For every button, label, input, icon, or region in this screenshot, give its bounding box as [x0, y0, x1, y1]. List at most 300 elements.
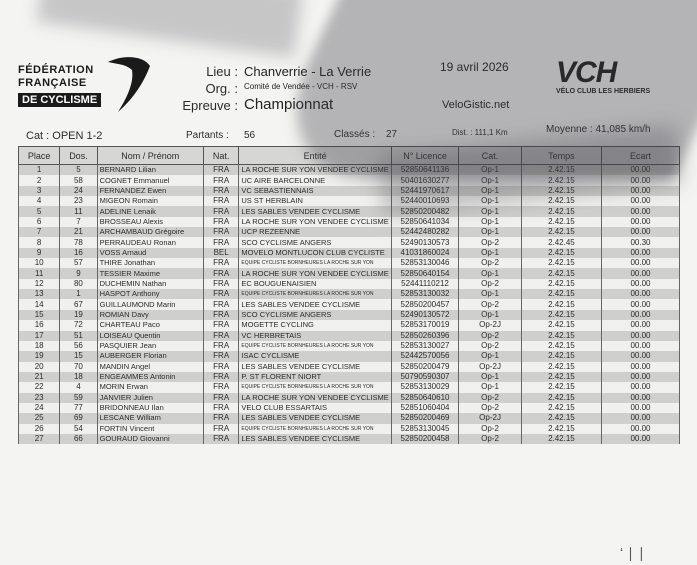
entity-cell: VC SEBASTIENNAIS: [239, 186, 391, 196]
nat-cell: FRA: [203, 310, 238, 320]
partants-label: Partants :: [186, 130, 229, 141]
name-cell: PERRAUDEAU Ronan: [97, 237, 203, 247]
nat-cell: FRA: [203, 393, 238, 403]
classes-label: Classés :: [334, 129, 376, 140]
table-row: [19, 403, 680, 413]
category: Cat : OPEN 1-2: [26, 130, 103, 142]
entity-cell: US ST HERBLAIN: [239, 196, 391, 206]
nat-cell: FRA: [203, 165, 238, 176]
licence-cell: 41031860024: [391, 248, 458, 258]
race-date: 19 avril 2026: [440, 60, 509, 74]
place-cell: 1: [19, 165, 60, 176]
federation-swoosh-icon: [104, 52, 152, 114]
gap-cell: 00.00: [601, 165, 679, 176]
gap-cell: 00.30: [601, 237, 679, 247]
entity-cell: LES SABLES VENDEE CYCLISME: [239, 413, 391, 423]
time-cell: 2.42.15: [521, 382, 601, 392]
table-row: [19, 341, 680, 351]
place-cell: 10: [19, 258, 60, 268]
entity-cell: LES SABLES VENDEE CYCLISME: [239, 206, 391, 216]
bib-cell: 57: [60, 258, 97, 268]
name-cell: GUILLAUMOND Marin: [97, 299, 203, 309]
name-cell: PASQUIER Jean: [97, 341, 203, 351]
bib-cell: 78: [60, 237, 97, 247]
time-cell: 2.42.15: [521, 258, 601, 268]
entity-cell: LA ROCHE SUR YON VENDEE CYCLISME: [239, 393, 391, 403]
name-cell: BROSSEAU Alexis: [97, 217, 203, 227]
place-cell: 18: [19, 341, 60, 351]
place-cell: 5: [19, 206, 60, 216]
entity-cell: LES SABLES VENDEE CYCLISME: [239, 434, 391, 444]
classes-value: 27: [386, 129, 398, 140]
nat-cell: BEL: [203, 248, 238, 258]
handwriting-mark: ʻ ∣ ∣: [620, 545, 645, 561]
cat-cell: Op-2J: [459, 320, 522, 330]
table-row: [19, 217, 680, 227]
gap-cell: 00.00: [601, 217, 679, 227]
bib-cell: 56: [60, 341, 97, 351]
licence-cell: 52850200458: [391, 434, 458, 444]
nat-cell: FRA: [203, 268, 238, 278]
column-header: N° Licence: [391, 147, 458, 165]
bib-cell: 24: [60, 186, 97, 196]
table-row: [19, 434, 680, 444]
table-row: [19, 196, 680, 206]
time-cell: 2.42.15: [521, 413, 601, 423]
cat-cell: Op-1: [459, 165, 522, 176]
licence-cell: 52850640610: [391, 393, 458, 403]
time-cell: 2.42.15: [521, 299, 601, 309]
nat-cell: FRA: [203, 403, 238, 413]
name-cell: ROMIAN Davy: [97, 310, 203, 320]
cat-cell: Op-1: [459, 351, 522, 361]
licence-cell: 52851060404: [391, 403, 458, 413]
gap-cell: 00.00: [601, 310, 679, 320]
gap-cell: 00.00: [601, 341, 679, 351]
gap-cell: 00.00: [601, 206, 679, 216]
bib-cell: 7: [60, 217, 97, 227]
gap-cell: 00.00: [601, 413, 679, 423]
bib-cell: 58: [60, 175, 97, 185]
cat-cell: Op-2J: [459, 362, 522, 372]
name-cell: MANDIN Angel: [97, 362, 203, 372]
entity-cell: LES SABLES VENDEE CYCLISME: [239, 362, 391, 372]
lieu-label: Lieu :: [206, 64, 238, 79]
licence-cell: 52442480282: [391, 227, 458, 237]
partants-value: 56: [244, 130, 256, 141]
entity-cell: EQUIPE CYCLISTE BORNHEURES LA ROCHE SUR YON: [239, 424, 391, 434]
name-cell: BRIDONNEAU Ilan: [97, 403, 203, 413]
licence-cell: 52850200469: [391, 413, 458, 423]
place-cell: 8: [19, 237, 60, 247]
cat-cell: Op-2: [459, 393, 522, 403]
table-row: [19, 382, 680, 392]
federation-logo: [18, 64, 153, 116]
time-cell: 2.42.15: [521, 268, 601, 278]
cat-cell: Op-1: [459, 248, 522, 258]
licence-cell: 52441970617: [391, 186, 458, 196]
nat-cell: FRA: [203, 299, 238, 309]
name-cell: DUCHEMIN Nathan: [97, 279, 203, 289]
bib-cell: 72: [60, 320, 97, 330]
nat-cell: FRA: [203, 206, 238, 216]
table-row: [19, 248, 680, 258]
licence-cell: 52850200457: [391, 299, 458, 309]
bib-cell: 5: [60, 165, 97, 176]
cat-cell: Op-2: [459, 299, 522, 309]
cat-cell: Op-2: [459, 279, 522, 289]
place-cell: 2: [19, 175, 60, 185]
place-cell: 16: [19, 320, 60, 330]
time-cell: 2.42.15: [521, 196, 601, 206]
bib-cell: 80: [60, 279, 97, 289]
time-cell: 2.42.15: [521, 165, 601, 176]
cat-cell: Op-2J: [459, 413, 522, 423]
table-row: [19, 289, 680, 299]
time-cell: 2.42.15: [521, 331, 601, 341]
time-cell: 2.42.15: [521, 289, 601, 299]
place-cell: 21: [19, 372, 60, 382]
gap-cell: 00.00: [601, 299, 679, 309]
entity-cell: LES SABLES VENDEE CYCLISME: [239, 299, 391, 309]
table-row: [19, 331, 680, 341]
bib-cell: 69: [60, 413, 97, 423]
gap-cell: 00.00: [601, 393, 679, 403]
time-cell: 2.42.15: [521, 248, 601, 258]
place-cell: 17: [19, 331, 60, 341]
time-cell: 2.42.15: [521, 434, 601, 444]
gap-cell: 00.00: [601, 196, 679, 206]
epreuve-label: Epreuve :: [182, 98, 238, 113]
bib-cell: 18: [60, 372, 97, 382]
column-header: Entité: [239, 147, 391, 165]
place-cell: 11: [19, 268, 60, 278]
gap-cell: 00.00: [601, 175, 679, 185]
licence-cell: 52850640154: [391, 268, 458, 278]
nat-cell: FRA: [203, 413, 238, 423]
gap-cell: 00.00: [601, 424, 679, 434]
table-row: [19, 372, 680, 382]
shadow-overlay: [36, 0, 303, 58]
table-row: [19, 362, 680, 372]
licence-cell: 52853130032: [391, 289, 458, 299]
name-cell: AUBERGER Florian: [97, 351, 203, 361]
place-cell: 23: [19, 393, 60, 403]
entity-cell: EQUIPE CYCLISTE BORNHEURES LA ROCHE SUR YON: [239, 258, 391, 268]
gap-cell: 00.00: [601, 331, 679, 341]
licence-cell: 52850200482: [391, 206, 458, 216]
bib-cell: 67: [60, 299, 97, 309]
time-cell: 2.42.15: [521, 403, 601, 413]
name-cell: JANVIER Julien: [97, 393, 203, 403]
cat-cell: Op-2: [459, 341, 522, 351]
licence-cell: 52853130045: [391, 424, 458, 434]
cat-cell: Op-2: [459, 258, 522, 268]
club-name: VÉLO CLUB LES HERBIERS: [556, 88, 651, 95]
gap-cell: 00.00: [601, 372, 679, 382]
gap-cell: 00.00: [601, 279, 679, 289]
nat-cell: FRA: [203, 279, 238, 289]
place-cell: 12: [19, 279, 60, 289]
name-cell: BERNARD Lilian: [97, 165, 203, 176]
licence-cell: 52850641136: [391, 165, 458, 176]
place-cell: 7: [19, 227, 60, 237]
bib-cell: 16: [60, 248, 97, 258]
name-cell: CHARTEAU Paco: [97, 320, 203, 330]
nat-cell: FRA: [203, 217, 238, 227]
name-cell: HASPOT Anthony: [97, 289, 203, 299]
entity-cell: MOVELO MONTLUCON CLUB CYCLISTE: [239, 248, 391, 258]
table-row: [19, 258, 680, 268]
gap-cell: 00.00: [601, 268, 679, 278]
cat-cell: Op-1: [459, 206, 522, 216]
cat-cell: Op-1: [459, 310, 522, 320]
licence-cell: 52853130046: [391, 258, 458, 268]
place-cell: 9: [19, 248, 60, 258]
bib-cell: 15: [60, 351, 97, 361]
time-cell: 2.42.15: [521, 320, 601, 330]
cat-cell: Op-1: [459, 196, 522, 206]
name-cell: THIRE Jonathan: [97, 258, 203, 268]
table-body: [19, 165, 680, 445]
entity-cell: P. ST FLORENT NIORT: [239, 372, 391, 382]
nat-cell: FRA: [203, 351, 238, 361]
place-cell: 26: [19, 424, 60, 434]
entity-cell: UC AIRE BARCELONNE: [239, 175, 391, 185]
federation-line1: FÉDÉRATION: [18, 64, 94, 76]
bib-cell: 19: [60, 310, 97, 320]
cat-cell: Op-1: [459, 382, 522, 392]
nat-cell: FRA: [203, 289, 238, 299]
table-row: [19, 320, 680, 330]
gap-cell: 00.00: [601, 248, 679, 258]
gap-cell: 00.00: [601, 434, 679, 444]
nat-cell: FRA: [203, 175, 238, 185]
distance: Dist. : 111,1 Km: [452, 128, 508, 137]
name-cell: FERNANDEZ Ewen: [97, 186, 203, 196]
nat-cell: FRA: [203, 424, 238, 434]
nat-cell: FRA: [203, 227, 238, 237]
gap-cell: 00.00: [601, 289, 679, 299]
bib-cell: 1: [60, 289, 97, 299]
gap-cell: 00.00: [601, 186, 679, 196]
licence-cell: 52442570056: [391, 351, 458, 361]
federation-line3: DE CYCLISME: [18, 93, 101, 107]
nat-cell: FRA: [203, 362, 238, 372]
licence-cell: 52853170019: [391, 320, 458, 330]
column-header: Place: [19, 147, 60, 165]
place-cell: 4: [19, 196, 60, 206]
name-cell: LOISEAU Quentin: [97, 331, 203, 341]
lieu-value: Chanverrie - La Verrie: [244, 64, 372, 79]
cat-cell: Op-2: [459, 424, 522, 434]
nat-cell: FRA: [203, 258, 238, 268]
cat-cell: Op-2: [459, 331, 522, 341]
entity-cell: VELO CLUB ESSARTAIS: [239, 403, 391, 413]
licence-cell: 52850260396: [391, 331, 458, 341]
nat-cell: FRA: [203, 186, 238, 196]
place-cell: 20: [19, 362, 60, 372]
club-logo-text: VCH: [556, 56, 617, 89]
nat-cell: FRA: [203, 196, 238, 206]
entity-cell: LA ROCHE SUR YON VENDEE CYCLISME: [239, 217, 391, 227]
licence-cell: 52490130573: [391, 237, 458, 247]
entity-cell: SCO CYCLISME ANGERS: [239, 310, 391, 320]
licence-cell: 50401630277: [391, 175, 458, 185]
bib-cell: 51: [60, 331, 97, 341]
federation-line2: FRANÇAISE: [18, 77, 87, 89]
bib-cell: 9: [60, 268, 97, 278]
place-cell: 22: [19, 382, 60, 392]
licence-cell: 50790590307: [391, 372, 458, 382]
place-cell: 15: [19, 310, 60, 320]
place-cell: 19: [19, 351, 60, 361]
org-value: Comité de Vendée - VCH - RSV: [244, 82, 358, 91]
name-cell: MORIN Erwan: [97, 382, 203, 392]
time-cell: 2.42.15: [521, 424, 601, 434]
table-row: [19, 310, 680, 320]
licence-cell: 52850200479: [391, 362, 458, 372]
gap-cell: 00.00: [601, 320, 679, 330]
column-header: Ecart: [601, 147, 679, 165]
name-cell: ADELINE Lenaik: [97, 206, 203, 216]
table-row: [19, 299, 680, 309]
nat-cell: FRA: [203, 320, 238, 330]
time-cell: 2.42.15: [521, 393, 601, 403]
table-row: [19, 279, 680, 289]
nat-cell: FRA: [203, 331, 238, 341]
entity-cell: ISAC CYCLISME: [239, 351, 391, 361]
entity-cell: EQUIPE CYCLISTE BORNHEURES LA ROCHE SUR YON: [239, 341, 391, 351]
epreuve-value: Championnat: [244, 96, 334, 113]
time-cell: 2.42.15: [521, 217, 601, 227]
entity-cell: EQUIPE CYCLISTE BORNHEURES LA ROCHE SUR YON: [239, 289, 391, 299]
nat-cell: FRA: [203, 341, 238, 351]
column-header: Nom / Prénom: [97, 147, 203, 165]
bib-cell: 66: [60, 434, 97, 444]
cat-cell: Op-1: [459, 186, 522, 196]
time-cell: 2.42.15: [521, 310, 601, 320]
name-cell: GOURAUD Giovanni: [97, 434, 203, 444]
table-row: [19, 206, 680, 216]
name-cell: MIGEON Romain: [97, 196, 203, 206]
gap-cell: 00.00: [601, 403, 679, 413]
table-row: [19, 268, 680, 278]
licence-cell: 52440010693: [391, 196, 458, 206]
licence-cell: 52490130572: [391, 310, 458, 320]
name-cell: VOSS Arnaud: [97, 248, 203, 258]
name-cell: TESSIER Maxime: [97, 268, 203, 278]
table-row: [19, 393, 680, 403]
cat-cell: Op-1: [459, 372, 522, 382]
place-cell: 13: [19, 289, 60, 299]
licence-cell: 52853130027: [391, 341, 458, 351]
place-cell: 6: [19, 217, 60, 227]
bib-cell: 54: [60, 424, 97, 434]
entity-cell: LA ROCHE SUR YON VENDEE CYCLISME: [239, 165, 391, 176]
name-cell: FORTIN Vincent: [97, 424, 203, 434]
org-label: Org. :: [205, 81, 238, 96]
cat-cell: Op-1: [459, 268, 522, 278]
bib-cell: 59: [60, 393, 97, 403]
entity-cell: MOGETTE CYCLING: [239, 320, 391, 330]
time-cell: 2.42.15: [521, 362, 601, 372]
gap-cell: 00.00: [601, 258, 679, 268]
name-cell: ARCHAMBAUD Grégoire: [97, 227, 203, 237]
table-row: [19, 413, 680, 423]
licence-cell: 52853130029: [391, 382, 458, 392]
time-cell: 2.42.15: [521, 372, 601, 382]
place-cell: 14: [19, 299, 60, 309]
cat-cell: Op-2: [459, 434, 522, 444]
cat-cell: Op-1: [459, 217, 522, 227]
bib-cell: 77: [60, 403, 97, 413]
time-cell: 2.42.15: [521, 341, 601, 351]
entity-cell: EC BOUGUENAISIEN: [239, 279, 391, 289]
table-row: [19, 237, 680, 247]
name-cell: ENGEAMMES Antonin: [97, 372, 203, 382]
table-row: [19, 424, 680, 434]
nat-cell: FRA: [203, 434, 238, 444]
cat-cell: Op-1: [459, 175, 522, 185]
entity-cell: UCP REZEENNE: [239, 227, 391, 237]
bib-cell: 21: [60, 227, 97, 237]
time-cell: 2.42.15: [521, 206, 601, 216]
column-header: Temps: [521, 147, 601, 165]
column-header: Nat.: [203, 147, 238, 165]
gap-cell: 00.00: [601, 351, 679, 361]
time-cell: 2.42.45: [521, 237, 601, 247]
name-cell: LESCANE William: [97, 413, 203, 423]
column-header: Dos.: [60, 147, 97, 165]
entity-cell: LA ROCHE SUR YON VENDEE CYCLISME: [239, 268, 391, 278]
licence-cell: 52850641034: [391, 217, 458, 227]
cat-cell: Op-2: [459, 403, 522, 413]
time-cell: 2.42.15: [521, 279, 601, 289]
cat-cell: Op-2: [459, 237, 522, 247]
place-cell: 27: [19, 434, 60, 444]
place-cell: 25: [19, 413, 60, 423]
table-row: [19, 227, 680, 237]
time-cell: 2.42.15: [521, 186, 601, 196]
name-cell: COGNET Emmanuel: [97, 175, 203, 185]
bib-cell: 4: [60, 382, 97, 392]
place-cell: 24: [19, 403, 60, 413]
entity-cell: EQUIPE CYCLISTE BORNHEURES LA ROCHE SUR YON: [239, 382, 391, 392]
time-cell: 2.42.15: [521, 227, 601, 237]
gap-cell: 00.00: [601, 227, 679, 237]
bib-cell: 70: [60, 362, 97, 372]
moyenne: Moyenne : 41,085 km/h: [546, 124, 651, 135]
time-cell: 2.42.15: [521, 175, 601, 185]
nat-cell: FRA: [203, 237, 238, 247]
entity-cell: VC HERBRETAIS: [239, 331, 391, 341]
table-row: [19, 351, 680, 361]
gap-cell: 00.00: [601, 382, 679, 392]
place-cell: 3: [19, 186, 60, 196]
cat-cell: Op-1: [459, 289, 522, 299]
entity-cell: SCO CYCLISME ANGERS: [239, 237, 391, 247]
cat-cell: Op-1: [459, 227, 522, 237]
gap-cell: 00.00: [601, 362, 679, 372]
time-cell: 2.42.15: [521, 351, 601, 361]
nat-cell: FRA: [203, 372, 238, 382]
licence-cell: 52441110212: [391, 279, 458, 289]
bib-cell: 23: [60, 196, 97, 206]
column-header: Cat.: [459, 147, 522, 165]
nat-cell: FRA: [203, 382, 238, 392]
website: VeloGistic.net: [442, 99, 510, 111]
